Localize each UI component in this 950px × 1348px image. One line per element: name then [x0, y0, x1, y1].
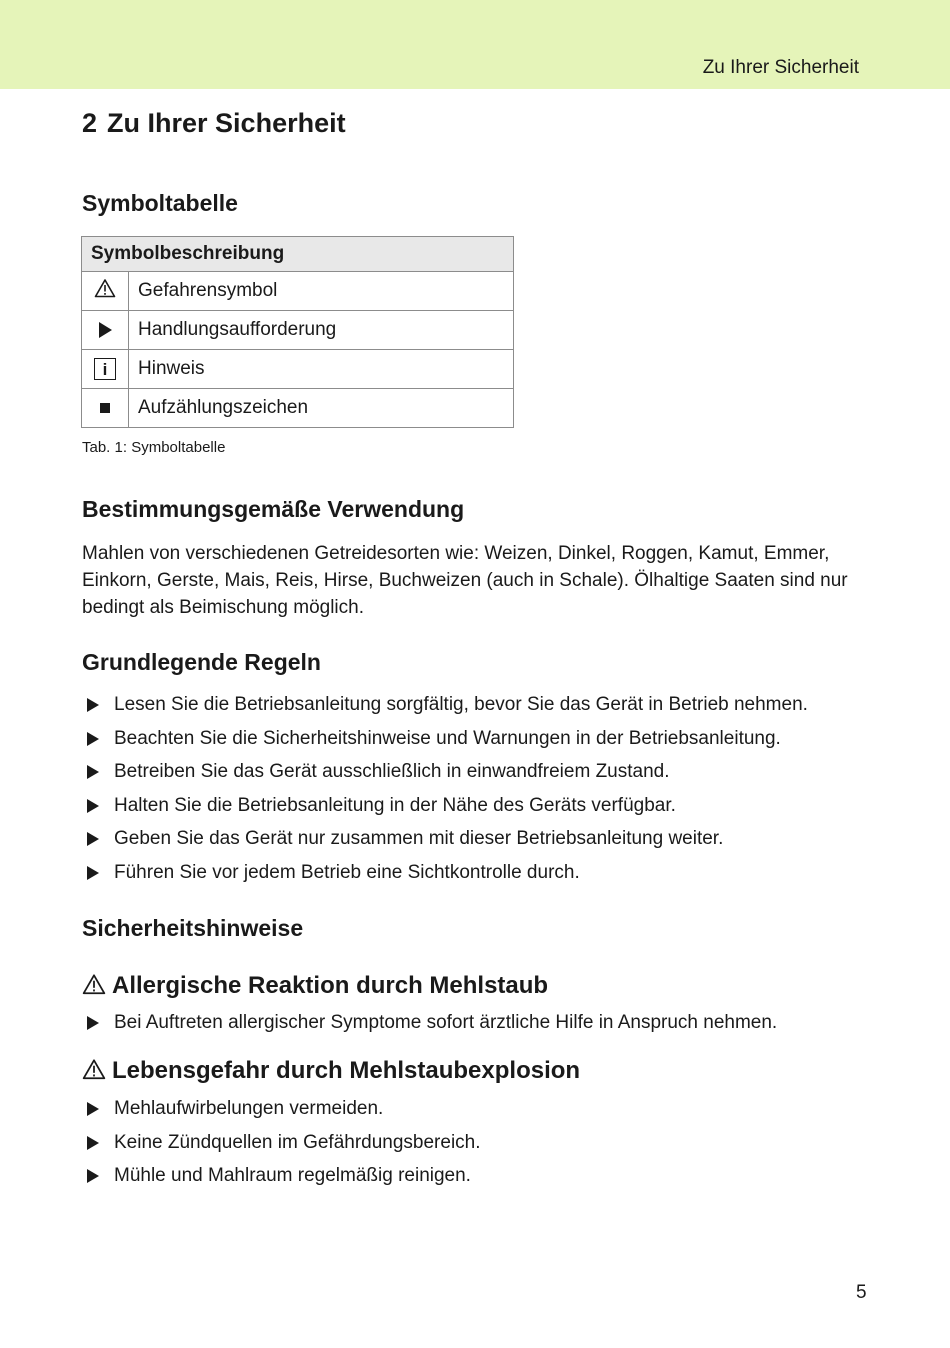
symbol-table-heading: Symboltabelle	[82, 190, 238, 216]
list-item-text: Halten Sie die Betriebsanleitung in der Nähe des Geräts verfügbar.	[114, 794, 676, 816]
info-icon: i	[94, 358, 116, 380]
running-header: Zu Ihrer Sicherheit	[702, 57, 859, 78]
list-item-text: Führen Sie vor jedem Betrieb eine Sichtkontrolle durch.	[114, 861, 580, 883]
warning-title	[82, 1057, 580, 1085]
symbol-label: Aufzählungszeichen	[129, 389, 514, 428]
symbol-table-header: Symbolbeschreibung	[82, 237, 514, 272]
warning-title-text: Lebensgefahr durch Mehlstaubexplosion	[112, 1057, 581, 1084]
warning-triangle-icon	[82, 973, 106, 995]
chapter-title	[82, 108, 346, 139]
list-item	[82, 822, 882, 856]
list-item-text: Bei Auftreten allergischer Symptome sofort ärztliche Hilfe in Anspruch nehmen.	[114, 1012, 778, 1033]
list-item	[82, 688, 882, 722]
basic-rules-heading: Grundlegende Regeln	[82, 649, 321, 675]
play-arrow-icon	[87, 832, 99, 846]
list-item-text: Lesen Sie die Betriebsanleitung sorgfältig, bevor Sie das Gerät in Betrieb nehmen.	[114, 694, 808, 715]
intended-use-heading: Bestimmungsgemäße Verwendung	[82, 496, 465, 522]
play-arrow-icon	[87, 1102, 99, 1116]
play-arrow-icon	[87, 698, 99, 712]
list-item	[82, 1006, 882, 1040]
warning-triangle-icon	[82, 1058, 106, 1080]
list-item	[82, 789, 882, 823]
table-row	[82, 389, 514, 428]
basic-rules-list	[82, 688, 882, 890]
symbol-label: Gefahrensymbol	[129, 272, 514, 311]
list-item	[82, 755, 882, 789]
list-item	[82, 1126, 882, 1160]
play-arrow-icon	[87, 732, 99, 746]
symbol-label: Handlungsaufforderung	[129, 311, 514, 350]
warning-title-text: Allergische Reaktion durch Mehlstaub	[112, 972, 549, 999]
page-number: 5	[856, 1282, 867, 1303]
header-band	[0, 0, 950, 89]
symbol-table	[81, 236, 514, 428]
list-item-text: Keine Zündquellen im Gefährdungsbereich.	[114, 1131, 481, 1153]
chapter-number: 2	[82, 108, 98, 138]
chapter-title-text: Zu Ihrer Sicherheit	[107, 108, 346, 138]
list-item-text: Mühle und Mahlraum regelmäßig reinigen.	[114, 1165, 471, 1187]
play-arrow-icon	[87, 799, 99, 813]
table-row	[82, 272, 514, 311]
warning-list	[82, 1092, 882, 1193]
play-arrow-icon	[87, 866, 99, 880]
list-item-text: Geben Sie das Gerät nur zusammen mit dieser Betriebsanleitung weiter.	[114, 828, 724, 850]
table-row	[82, 311, 514, 350]
play-arrow-icon	[87, 1016, 99, 1030]
safety-heading: Sicherheitshinweise	[82, 915, 304, 941]
warning-title	[82, 972, 548, 1000]
square-bullet-icon	[100, 403, 110, 413]
list-item	[82, 722, 882, 756]
play-arrow-icon	[87, 1136, 99, 1150]
list-item	[82, 856, 882, 890]
warning-list	[82, 1006, 882, 1040]
list-item	[82, 1159, 882, 1193]
play-arrow-icon	[87, 765, 99, 779]
list-item	[82, 1092, 882, 1126]
list-item-text: Betreiben Sie das Gerät ausschließlich in einwandfreiem Zustand.	[114, 761, 670, 783]
play-arrow-icon	[99, 322, 112, 338]
list-item-text: Beachten Sie die Sicherheitshinweise und Warnungen in der Betriebsanleitung.	[114, 727, 781, 749]
play-arrow-icon	[87, 1169, 99, 1183]
table-row	[82, 350, 514, 389]
symbol-label: Hinweis	[129, 350, 514, 389]
intended-use-text: Mahlen von verschiedenen Getreidesorten wie: Weizen, Dinkel, Roggen, Kamut, Emmer, Einkorn, Gerste, Mais, Reis, Hirse, Buchweizen (auch in Schale). Ölhaltige Saaten sind nur bedingt als Beimischung möglich.	[82, 543, 848, 618]
table-caption: Tab. 1: Symboltabelle	[82, 439, 226, 456]
warning-triangle-icon	[94, 278, 116, 298]
list-item-text: Mehlaufwirbelungen vermeiden.	[114, 1098, 384, 1119]
